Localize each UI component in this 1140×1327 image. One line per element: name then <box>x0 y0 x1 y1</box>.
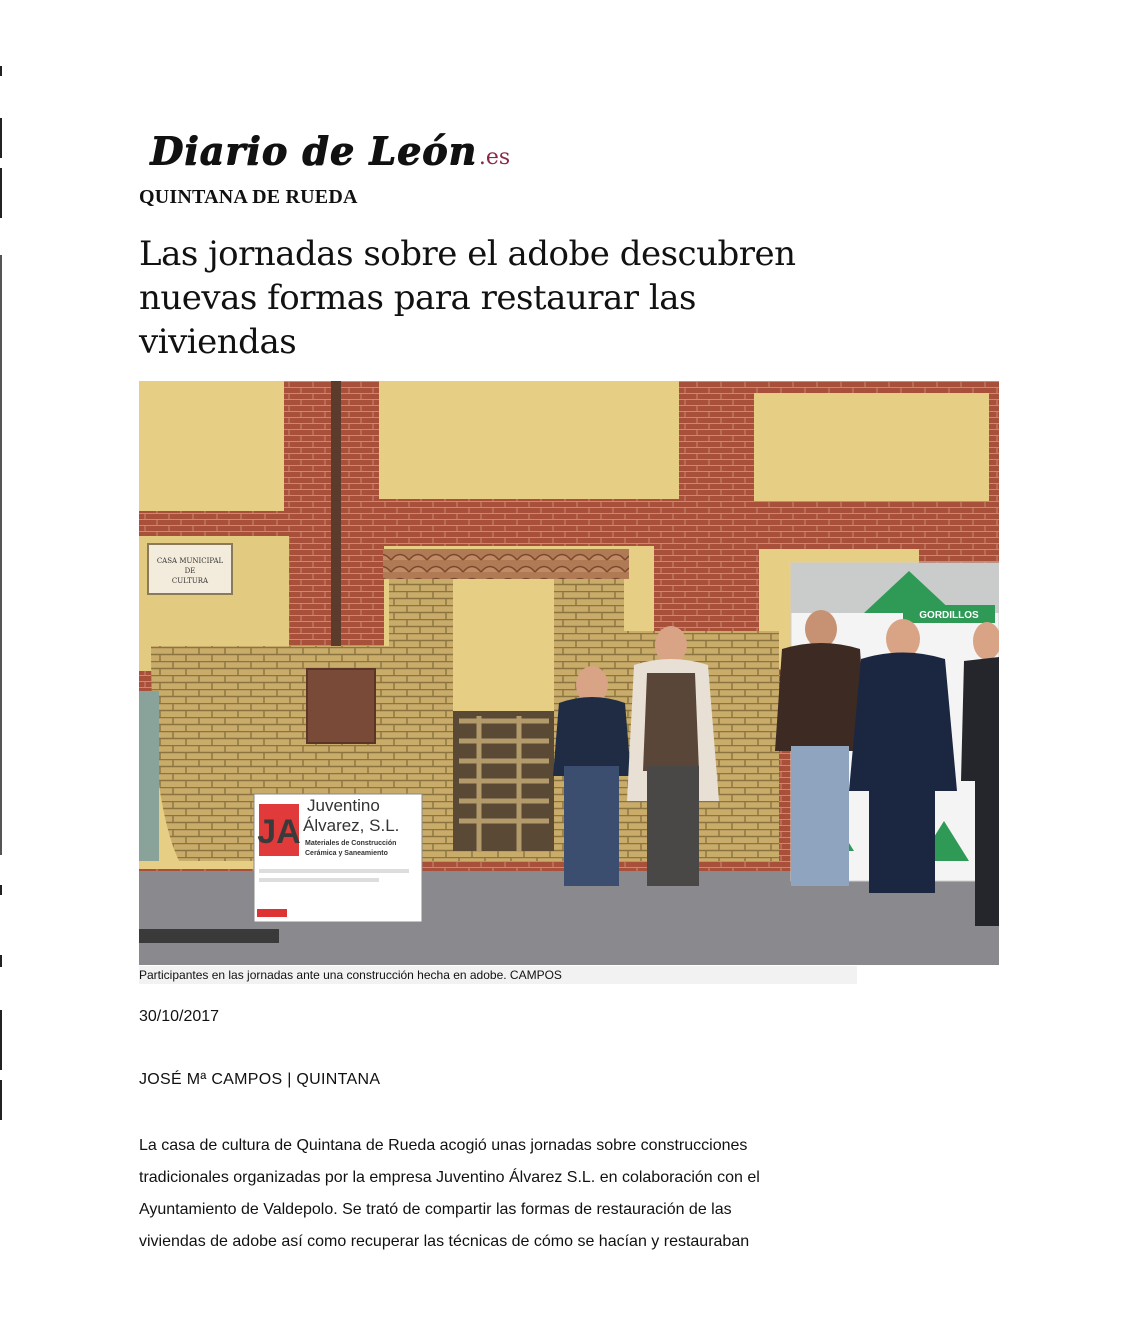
body-line: viviendas de adobe así como recuperar las técnicas de cómo se hacían y restauraban <box>139 1233 750 1250</box>
svg-text:JA: JA <box>257 813 301 851</box>
scan-edge <box>0 0 3 1327</box>
headline-line: nuevas formas para restaurar las <box>139 278 696 318</box>
sign-building-line: CULTURA <box>171 577 209 585</box>
author-byline: JOSÉ Mª CAMPOS | QUINTANA <box>139 1071 381 1088</box>
body-line: La casa de cultura de Quintana de Rueda acogió unas jornadas sobre construcciones <box>139 1137 748 1154</box>
body-line: Ayuntamiento de Valdepolo. Se trató de compartir las formas de restauración de las <box>139 1201 732 1218</box>
article-body <box>139 1130 859 1258</box>
sign-company-name: Álvarez, S.L. <box>303 816 400 835</box>
sign-company-name: Juventino <box>307 796 380 815</box>
article-headline <box>139 232 859 364</box>
masthead-tld: .es <box>478 145 511 170</box>
article-photo <box>139 381 999 965</box>
sign-building-line: DE <box>184 567 196 575</box>
photo-caption: Participantes en las jornadas ante una construcción hecha en adobe. CAMPOS <box>139 966 857 984</box>
sign-company-tagline: Materiales de Construcción <box>305 840 397 847</box>
sign-building-line: CASA MUNICIPAL <box>156 557 224 565</box>
masthead-logo[interactable] <box>150 128 510 180</box>
headline-line: viviendas <box>139 322 297 362</box>
body-line: tradicionales organizadas por la empresa Juventino Álvarez S.L. en colaboración con el <box>139 1169 760 1186</box>
section-label[interactable]: QUINTANA DE RUEDA <box>139 186 358 208</box>
sign-company-tagline: Cerámica y Saneamiento <box>305 850 388 857</box>
banner-brand: GORDILLOS <box>919 610 979 621</box>
headline-line: Las jornadas sobre el adobe descubren <box>139 234 796 274</box>
masthead-name: Diario de León <box>150 128 477 173</box>
publish-date: 30/10/2017 <box>139 1008 220 1025</box>
